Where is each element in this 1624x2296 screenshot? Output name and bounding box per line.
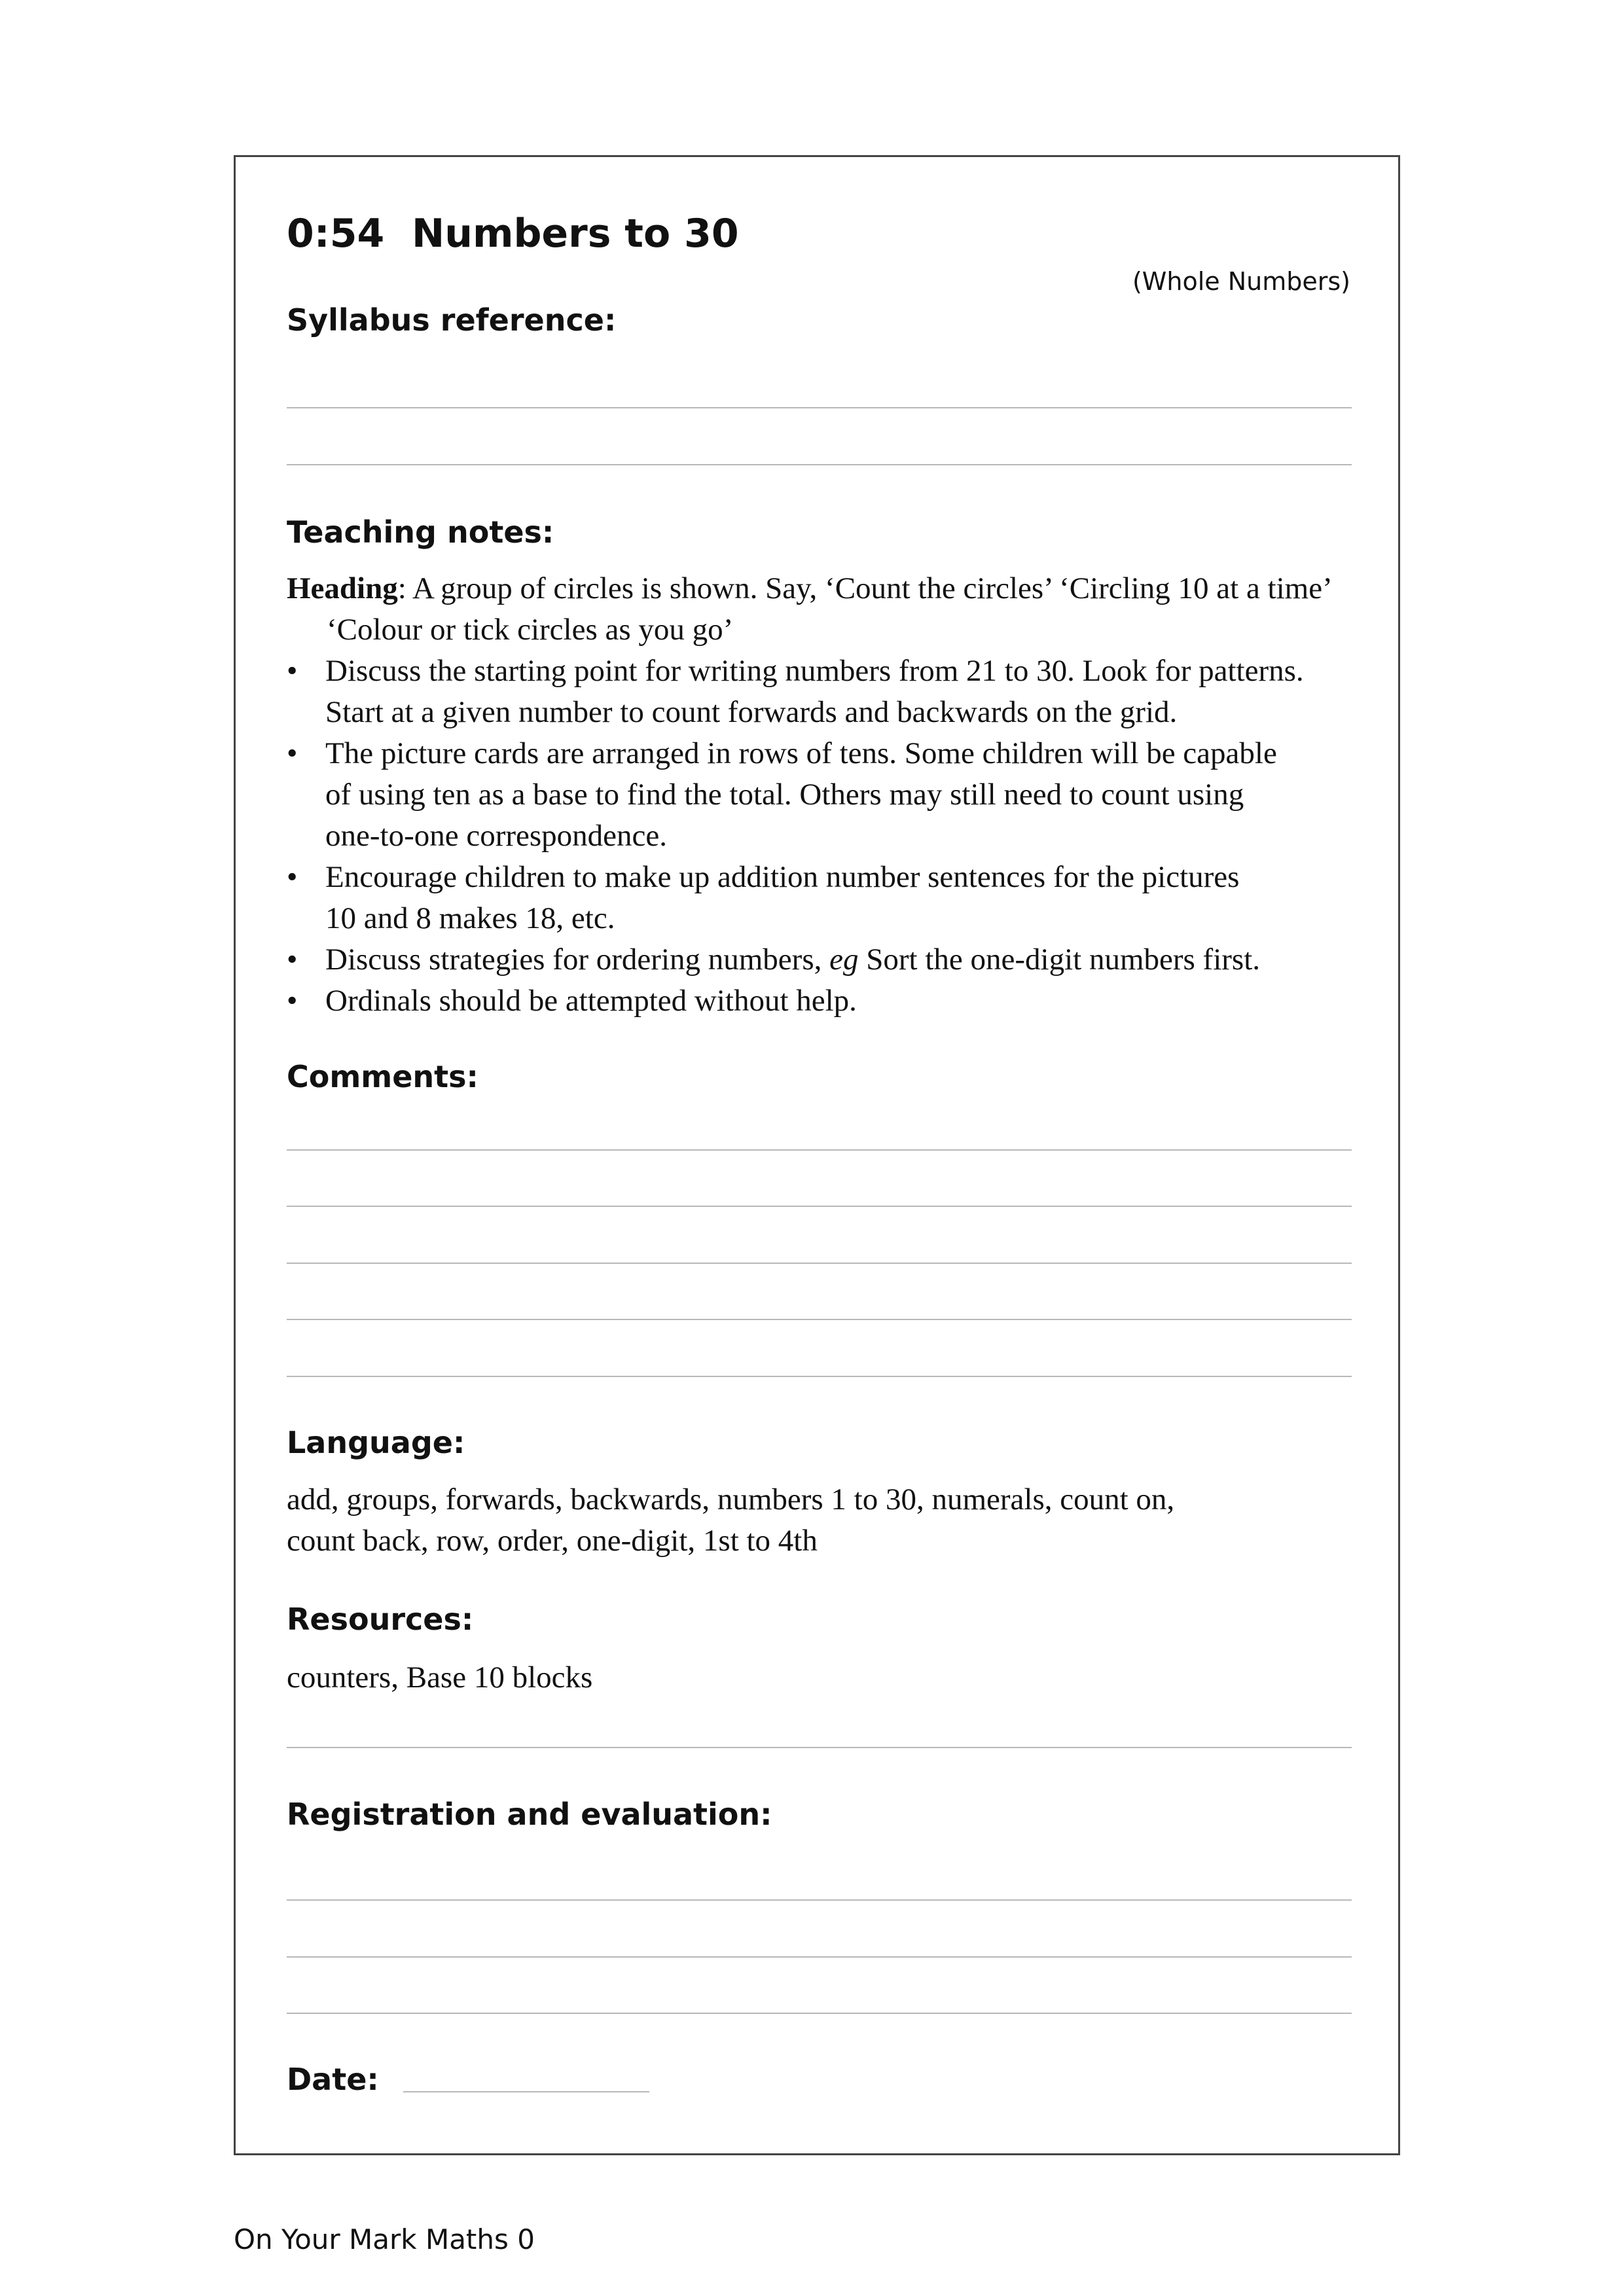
language-text xyxy=(287,1479,1373,1562)
bullet-text: Encourage children to make up addition number sentences for the pictures xyxy=(325,860,1240,894)
registration-line-3[interactable] xyxy=(287,2013,1352,2014)
bullet-text: Ordinals should be attempted without help. xyxy=(325,984,857,1018)
date-label: Date: xyxy=(287,2062,379,2097)
comments-line-1[interactable] xyxy=(287,1149,1352,1151)
syllabus-heading: Syllabus reference: xyxy=(287,302,617,338)
list-item xyxy=(287,651,1373,733)
comments-line-5[interactable] xyxy=(287,1376,1352,1377)
bullet-text: 10 and 8 makes 18, etc. xyxy=(325,901,615,935)
language-line: add, groups, forwards, backwards, numbers 1 to 30, numerals, count on, xyxy=(287,1482,1175,1516)
registration-heading: Registration and evaluation: xyxy=(287,1797,772,1832)
teaching-heading: Teaching notes: xyxy=(287,514,554,550)
comments-line-4[interactable] xyxy=(287,1319,1352,1320)
bullet-text: Discuss strategies for ordering numbers, xyxy=(325,942,830,977)
page-title: 0:54 Numbers to 30 xyxy=(287,211,739,257)
page-frame xyxy=(234,155,1400,2155)
topic-label: (Whole Numbers) xyxy=(1132,267,1350,296)
bullet-icon: • xyxy=(287,942,298,977)
bullet-icon: • xyxy=(287,860,298,894)
resources-line[interactable] xyxy=(287,1747,1352,1748)
footer-text: On Your Mark Maths 0 xyxy=(234,2223,535,2255)
list-item xyxy=(287,980,1373,1022)
comments-line-2[interactable] xyxy=(287,1206,1352,1207)
registration-line-1[interactable] xyxy=(287,1899,1352,1901)
list-item xyxy=(287,939,1373,980)
bullet-text: The picture cards are arranged in rows of tens. Some children will be capable xyxy=(325,736,1277,770)
resources-text: counters, Base 10 blocks xyxy=(287,1660,593,1695)
bullet-text: Sort the one-digit numbers first. xyxy=(858,942,1261,977)
comments-heading: Comments: xyxy=(287,1059,478,1094)
language-line: count back, row, order, one-digit, 1st to 4th xyxy=(287,1524,818,1558)
bullet-text: one-to-one correspondence. xyxy=(325,819,667,853)
date-field[interactable] xyxy=(403,2091,649,2092)
list-item xyxy=(287,857,1373,939)
teaching-intro-label: Heading xyxy=(287,571,398,605)
teaching-intro xyxy=(287,568,1373,651)
syllabus-line-2[interactable] xyxy=(287,464,1352,465)
teaching-intro-text: : A group of circles is shown. Say, ‘Count the circles’ ‘Circling 10 at a time’ ‘Colour or tick circles as you go’ xyxy=(327,571,1331,647)
bullet-icon: • xyxy=(287,984,298,1018)
syllabus-line-1[interactable] xyxy=(287,407,1352,408)
list-item xyxy=(287,733,1373,857)
bullet-icon: • xyxy=(287,654,298,688)
teaching-notes xyxy=(287,568,1373,1022)
bullet-text: of using ten as a base to find the total. Others may still need to count using xyxy=(325,778,1244,812)
resources-heading: Resources: xyxy=(287,1602,474,1637)
comments-line-3[interactable] xyxy=(287,1263,1352,1264)
registration-line-2[interactable] xyxy=(287,1956,1352,1958)
bullet-emphasis: eg xyxy=(829,942,859,977)
bullet-text: Discuss the starting point for writing numbers from 21 to 30. Look for patterns. xyxy=(325,654,1304,688)
language-heading: Language: xyxy=(287,1425,465,1460)
bullet-icon: • xyxy=(287,736,298,770)
bullet-text: Start at a given number to count forwards and backwards on the grid. xyxy=(325,695,1178,729)
